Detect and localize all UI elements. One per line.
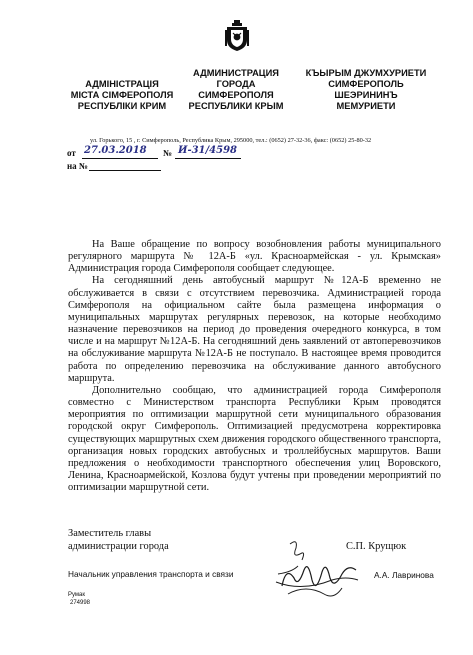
header-center-line: СИМФЕРОПОЛЯ: [198, 90, 274, 100]
header-left-block: [56, 79, 188, 112]
body-paragraph: На Ваше обращение по вопросу возобновления работы муниципального регулярного маршрута № 12А-Б «ул. Красноармейская - ул. Крымская» Администрация города Симферополя сообщает следующее.: [68, 239, 441, 275]
address-line: ул. Горького, 15 , г. Симферополь, Республика Крым, 295000, тел.: (0652) 27-32-36, факс: (0652) 25-80-32: [90, 137, 372, 144]
header-right-block: [296, 68, 436, 112]
number-label: №: [163, 148, 173, 158]
date-value: 27.03.2018: [84, 145, 147, 156]
number-value: И-31/4598: [178, 145, 237, 156]
header-left-line: АДМІНІСТРАЦІЯ: [85, 79, 159, 89]
signatory-name: С.П. Крущюк: [346, 541, 407, 552]
handwritten-signature: [272, 536, 360, 602]
registration-block: [67, 145, 367, 177]
date-label: от: [67, 148, 76, 158]
header-right-line: СИМФЕРОПОЛЬ: [328, 79, 404, 89]
header-left-line: МІСТА СІМФЕРОПОЛЯ: [70, 90, 174, 100]
coat-of-arms-emblem: [223, 20, 251, 52]
header-center-line: ГОРОДА: [216, 79, 256, 89]
number-underline: [175, 158, 241, 159]
body-paragraph: На сегодняшний день автобусный маршрут №12А-Б временно не обслуживается в связи с отсутствием перевозчика. Администрацией города Симферополя на официальном сайте была размещена информация о муниципальных маршрутах регулярных перевозок, на которые необходимо назначение перевозчиков на период до проведения очередного конкурса, в том числе и на маршрут №12А-Б. На сегодняшний день заявлений от автоперевозчиков на обслуживание маршрута №12А-Б не поступало. В настоящее время проводится работа по определению перевозчика на обслуживание данного автобусного маршрута.: [68, 275, 441, 384]
header-left-line: РЕСПУБЛІКИ КРИМ: [77, 101, 167, 111]
header-right-line: МЕМУРИЕТИ: [336, 101, 396, 111]
executor-name: Румак: [68, 592, 86, 598]
header-right-line: КЪЫРЫМ ДЖУМХУРИЕТИ: [305, 68, 427, 78]
executor-phone: 274998: [70, 600, 91, 606]
header-center-block: [176, 68, 296, 112]
signatory-title-line: Заместитель главы: [68, 528, 152, 539]
letter-body: [68, 239, 441, 494]
reference-underline: [89, 170, 161, 171]
date-underline: [82, 158, 158, 159]
approver-title: Начальник управления транспорта и связи: [68, 569, 234, 579]
approver-name: А.А. Лавринова: [374, 570, 434, 580]
reference-label: на №: [67, 161, 88, 171]
body-paragraph: Дополнительно сообщаю, что администрацией города Симферополя совместно с Министерством транспорта Республики Крым проводятся мероприятия по оптимизации маршрутной сети муниципального образования городской округ Симферополь. Оптимизацией предусмотрена корректировка существующих маршрутных схем движения городского общественного транспорта, организация новых городских автобусных и троллейбусных маршрутов. Ваши предложения о необходимости транспортного обеспечения улиц Воровского, Ленина, Красноармейской, Козлова будут учтены при проведении мероприятий по оптимизации маршрутной сети.: [68, 384, 441, 494]
header-right-line: ШЕЭРИНИНЪ: [334, 90, 398, 100]
header-center-line: АДМИНИСТРАЦИЯ: [193, 68, 279, 78]
signatory-title-line: администрации города: [68, 541, 169, 552]
header-center-line: РЕСПУБЛИКИ КРЫМ: [188, 101, 284, 111]
